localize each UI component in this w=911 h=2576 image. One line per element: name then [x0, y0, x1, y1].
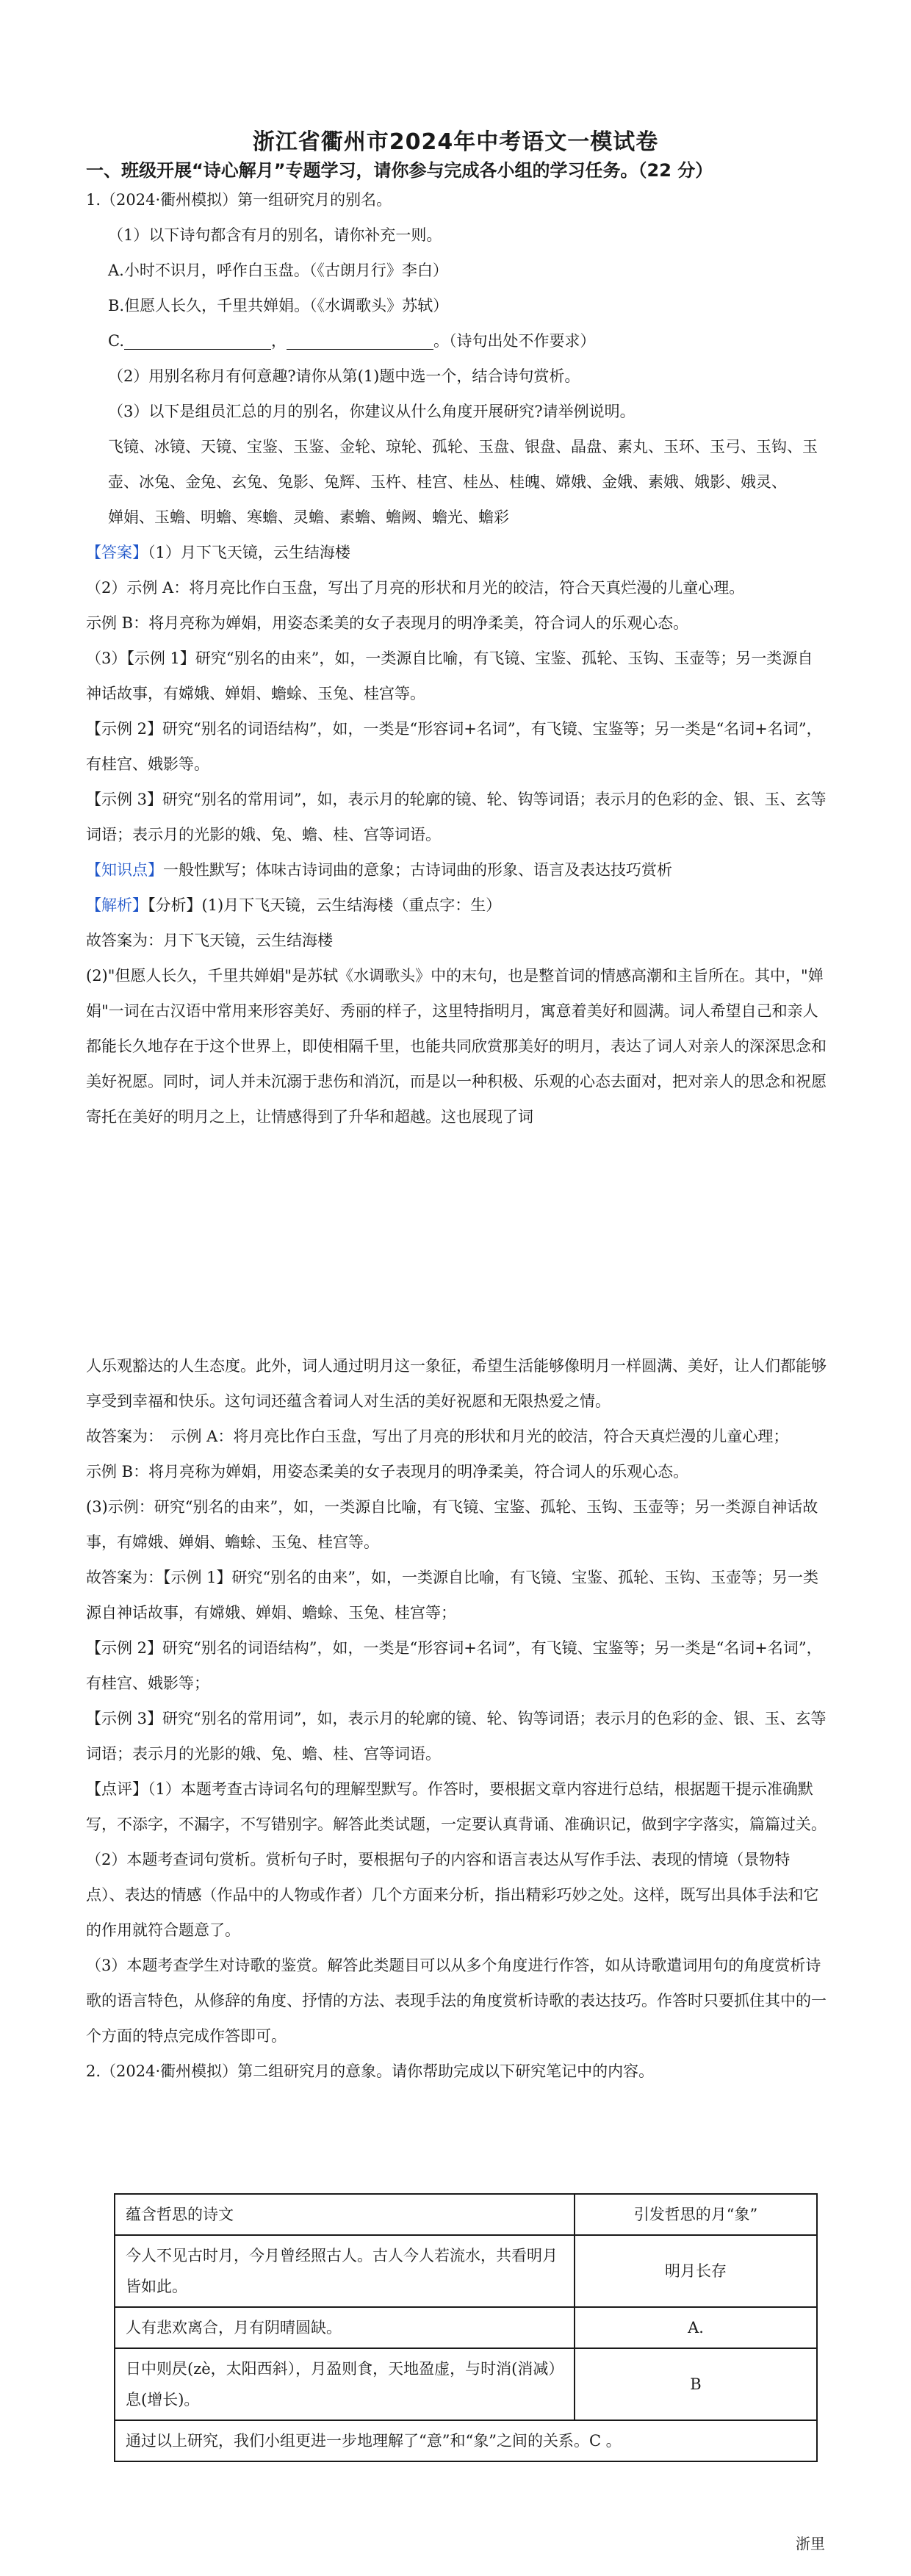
table-row	[115, 2235, 817, 2307]
analysis-7: (3)示例：研究“别名的由来”，如，一类源自比喻，有飞镜、宝鉴、孤轮、玉钩、玉壶等；另一类源自神话故事，有嫦娥、婵娟、蟾蜍、玉兔、桂宫等。	[86, 1498, 818, 1551]
table-cell: 人有悲欢离合，月有阴晴圆缺。	[115, 2307, 575, 2348]
page-title: 浙江省衢州市2024年中考语文一模试卷	[252, 129, 659, 155]
option-c-sep: ，	[271, 332, 287, 350]
answer-3b: 【示例 2】研究“别名的词语结构”，如，一类是“形容词+名词”，有飞镜、宝鉴等；另一类是“名词+名词”，有桂宫、娥影等。	[86, 720, 822, 773]
question-1-continued	[86, 1348, 828, 2089]
table-row	[115, 2348, 817, 2420]
question-1-head: 1.（2024·衢州模拟）第一组研究月的别名。	[86, 191, 392, 209]
analysis-9: 【示例 2】研究“别名的词语结构”，如，一类是“形容词+名词”，有飞镜、宝鉴等；另一类是“名词+名词”，有桂宫、娥影等；	[86, 1639, 822, 1692]
sub-question-2: （2）用别名称月有何意趣?请你从第(1)题中选一个，结合诗句赏析。	[108, 367, 580, 385]
analysis-4: 人乐观豁达的人生态度。此外，词人通过明月这一象征，希望生活能够像明月一样圆满、美好，让人们都能够享受到幸福和快乐。这句词还蕴含着词人对生活的美好祝愿和无限热爱之情。	[86, 1357, 827, 1410]
knowledge-point	[86, 852, 828, 888]
analysis-6: 示例 B：将月亮称为婵娟，用姿态柔美的女子表现月的明净柔美，符合词人的乐观心态。	[86, 1463, 689, 1481]
table-row	[115, 2307, 817, 2348]
knowledge-text: 一般性默写；体味古诗词曲的意象；古诗词曲的形象、语言及表达技巧赏析	[163, 861, 672, 879]
answer-2a: （2）示例 A：将月亮比作白玉盘，写出了月亮的形状和月光的皎洁，符合天真烂漫的儿童心理。	[86, 579, 745, 597]
answer-2b: 示例 B：将月亮称为婵娟，用姿态柔美的女子表现月的明净柔美，符合词人的乐观心态。	[86, 614, 689, 632]
analysis-8: 故答案为：【示例 1】研究“别名的由来”，如，一类源自比喻，有飞镜、宝鉴、孤轮、玉钩、玉壶等；另一类源自神话故事，有嫦娥、婵娟、蟾蜍、玉兔、桂宫等；	[86, 1569, 819, 1622]
comment-3: （3）本题考查学生对诗歌的鉴赏。解答此类题目可以从多个角度进行作答，如从诗歌遣词用句的角度赏析诗歌的语言特色，从修辞的角度、抒情的方法、表现手法的角度赏析诗歌的表达技巧。作答时只要抓住其中的一个方面的特点完成作答即可。	[86, 1957, 827, 2045]
summary-cell: 通过以上研究，我们小组更进一步地理解了“意”和“象”之间的关系。C 。	[115, 2420, 817, 2461]
option-c-suffix: 。（诗句出处不作要求）	[433, 332, 596, 350]
table-cell: 明月长存	[575, 2235, 817, 2307]
table-header-cell: 蕴含哲思的诗文	[115, 2194, 575, 2235]
table-cell: 日中则昃(zè，太阳西斜），月盈则食，天地盈虚，与时消(消减）息(增长)。	[115, 2348, 575, 2420]
analysis-tag: 【解析】	[86, 896, 148, 914]
table-header-cell: 引发哲思的月“象”	[575, 2194, 817, 2235]
moon-names-1: 飞镜、冰镜、天镜、宝鉴、玉鉴、金轮、琼轮、孤轮、玉盘、银盘、晶盘、素丸、玉环、玉弓、玉钩、玉壶、冰兔、金兔、玄兔、兔影、兔辉、玉杵、桂宫、桂丛、桂魄、嫦娥、金娥、素娥、娥影、娥灵、	[108, 438, 818, 491]
option-a: A.小时不识月，呼作白玉盘。（《古朗月行》李白）	[108, 262, 448, 279]
analysis-3: (2)"但愿人长久，千里共婵娟"是苏轼《水调歌头》中的末句，也是整首词的情感高潮和主旨所在。其中，"婵娟"一词在古汉语中常用来形容美好、秀丽的样子，这里特指明月，寓意着美好和圆满。词人希望自己和亲人都能长久地存在于这个世界上，即使相隔千里，也能共同欣赏那美好的明月，表达了词人对亲人的深深思念和美好祝愿。同时，词人并未沉溺于悲伤和消沉，而是以一种积极、乐观的心态去面对，把对亲人的思念和祝愿寄托在美好的明月之上，让情感得到了升华和超越。这也展现了词	[86, 967, 827, 1126]
option-c-prefix: C.	[108, 332, 124, 350]
knowledge-tag: 【知识点】	[86, 861, 163, 879]
option-c	[86, 323, 828, 359]
answer-tag: 【答案】	[86, 544, 148, 561]
sub-question-1: （1）以下诗句都含有月的别名，请你补充一则。	[108, 226, 442, 244]
analysis-10: 【示例 3】研究“别名的常用词”，如，表示月的轮廓的镜、轮、钩等词语；表示月的色彩的金、银、玉、玄等词语；表示月的光影的娥、兔、蟾、桂、宫等词语。	[86, 1710, 827, 1763]
option-b: B.但愿人长久，千里共婵娟。（《水调歌头》苏轼）	[108, 297, 449, 314]
moon-names-2: 婵娟、玉蟾、明蟾、寒蟾、灵蟾、素蟾、蟾阙、蟾光、蟾彩	[108, 508, 509, 526]
analysis-text: 【分析】(1)月下飞天镜，云生结海楼（重点字：生）	[148, 896, 502, 914]
answer-3a: （3）【示例 1】研究“别名的由来”，如，一类源自比喻，有飞镜、宝鉴、孤轮、玉钩、玉壶等；另一类源自神话故事，有嫦娥、婵娟、蟾蜍、玉兔、桂宫等。	[86, 650, 813, 702]
question-2-head: 2.（2024·衢州模拟）第二组研究月的意象。请你帮助完成以下研究笔记中的内容。	[86, 2062, 655, 2080]
answer-3c: 【示例 3】研究“别名的常用词”，如，表示月的轮廓的镜、轮、钩等词语；表示月的色彩的金、银、玉、玄等词语；表示月的光影的娥、兔、蟾、桂、宫等词语。	[86, 791, 827, 843]
sub-question-3: （3）以下是组员汇总的月的别名，你建议从什么角度开展研究?请举例说明。	[108, 403, 635, 420]
table-cell: 今人不见古时月，今月曾经照古人。古人今人若流水，共看明月皆如此。	[115, 2235, 575, 2307]
analysis-2: 故答案为：月下飞天镜，云生结海楼	[86, 932, 333, 949]
answer-blank-2[interactable]	[287, 334, 433, 350]
answer-blank-1[interactable]	[124, 334, 271, 350]
answer-line	[86, 535, 828, 570]
answer-text: （1）月下飞天镜，云生结海楼	[148, 544, 350, 561]
answer-cell-a[interactable]: A.	[575, 2307, 817, 2348]
analysis-line	[86, 888, 828, 923]
table-header-row	[115, 2194, 817, 2235]
notes-table	[114, 2193, 818, 2462]
comment-2: （2）本题考查词句赏析。赏析句子时，要根据句子的内容和语言表达从写作手法、表现的情境（景物特点）、表达的情感（作品中的人物或作者）几个方面来分析，指出精彩巧妙之处。这样，既写出具体手法和它的作用就符合题意了。	[86, 1851, 819, 1939]
comment-1: 【点评】（1）本题考查古诗词名句的理解型默写。作答时，要根据文章内容进行总结，根据题干提示准确默写，不添字，不漏字，不写错别字。解答此类试题，一定要认真背诵、准确识记，做到字字落实，篇篇过关。	[86, 1780, 827, 1833]
analysis-5: 故答案为： 示例 A：将月亮比作白玉盘，写出了月亮的形状和月光的皎洁，符合天真烂漫的儿童心理；	[86, 1428, 789, 1445]
answer-cell-b[interactable]: B	[575, 2348, 817, 2420]
question-1	[86, 182, 828, 1134]
section-heading: 一、班级开展“诗心解月”专题学习，请你参与完成各小组的学习任务。（22 分）	[86, 160, 713, 181]
page-footer: 浙里	[796, 2535, 825, 2552]
table-row	[115, 2420, 817, 2461]
